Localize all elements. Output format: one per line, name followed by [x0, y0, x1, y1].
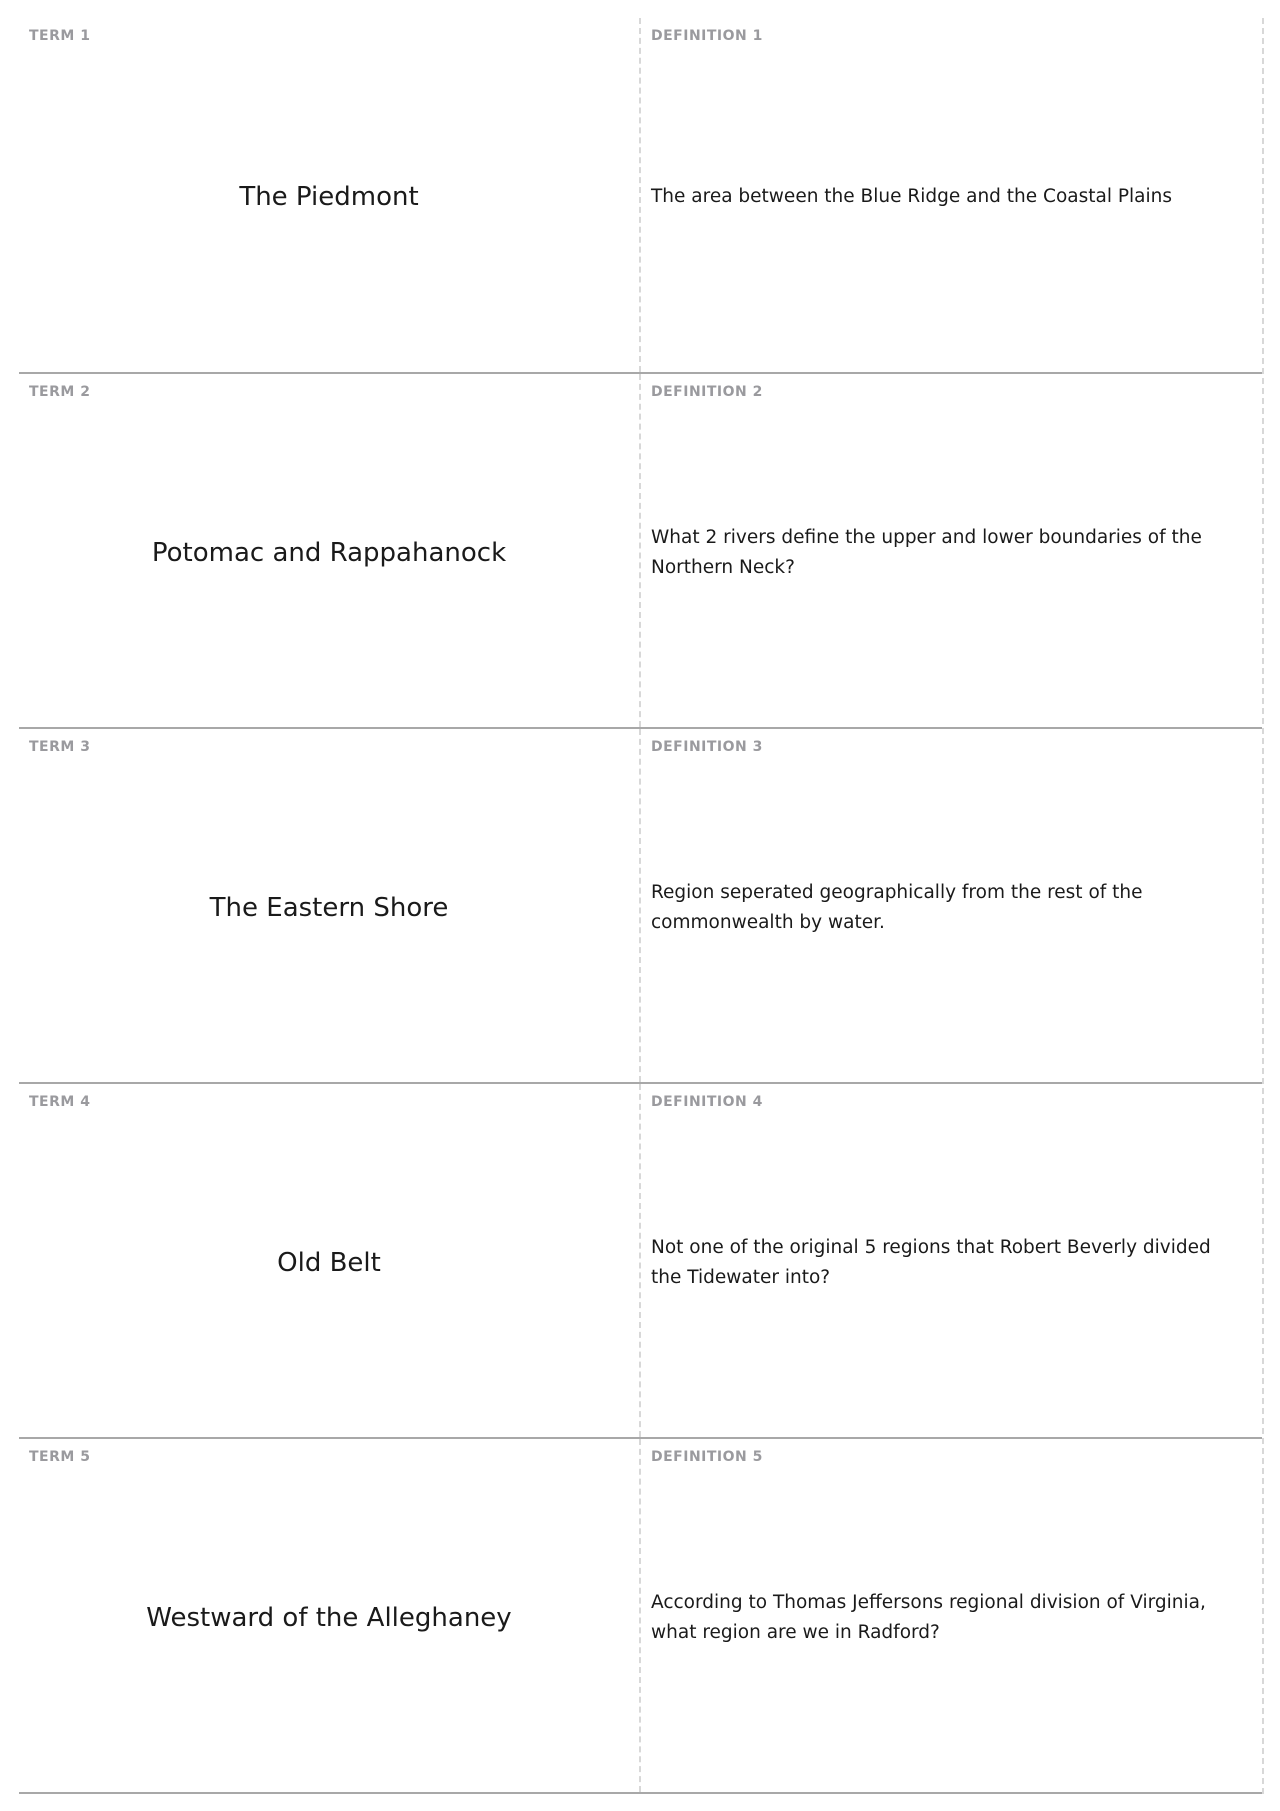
definition-label: DEFINITION 1: [651, 28, 763, 44]
definition-text: Region seperated geographically from the rest of the commonwealth by water.: [651, 881, 1143, 933]
definition-cell: [641, 1084, 1262, 1437]
term-cell: [19, 1439, 641, 1792]
definition-text: What 2 rivers define the upper and lower boundaries of the Northern Neck?: [651, 526, 1202, 578]
term-label: TERM 5: [29, 1449, 91, 1465]
term-cell: [19, 729, 641, 1082]
term-label: TERM 4: [29, 1094, 91, 1110]
term-text: Potomac and Rappahanock: [151, 537, 507, 568]
definition-label: DEFINITION 5: [651, 1449, 763, 1465]
term-text: Westward of the Alleghaney: [146, 1602, 512, 1633]
term-cell: [19, 374, 641, 727]
flashcard-row: [19, 729, 1262, 1084]
definition-text: Not one of the original 5 regions that Robert Beverly divided the Tidewater into?: [651, 1236, 1211, 1288]
term-cell: [19, 18, 641, 372]
term-text: Old Belt: [277, 1247, 381, 1278]
term-label: TERM 3: [29, 739, 91, 755]
flashcard-row: [19, 1084, 1262, 1439]
definition-cell: [641, 374, 1262, 727]
flashcard-row: [19, 374, 1262, 729]
term-cell: [19, 1084, 641, 1437]
term-label: TERM 1: [29, 28, 91, 44]
term-text: The Piedmont: [239, 182, 419, 212]
term-label: TERM 2: [29, 384, 91, 400]
definition-cell: [641, 18, 1262, 372]
flashcard-row: [19, 1439, 1262, 1794]
definition-text: According to Thomas Jeffersons regional division of Virginia, what region are we in Radford?: [651, 1591, 1206, 1643]
definition-label: DEFINITION 2: [651, 384, 763, 400]
definition-label: DEFINITION 3: [651, 739, 763, 755]
term-text: The Eastern Shore: [209, 892, 449, 923]
definition-cell: [641, 1439, 1262, 1792]
definition-text: The area between the Blue Ridge and the Coastal Plains: [651, 186, 1172, 207]
definition-cell: [641, 729, 1262, 1082]
flashcard-sheet: [19, 18, 1264, 1794]
definition-label: DEFINITION 4: [651, 1094, 763, 1110]
flashcard-row: [19, 18, 1262, 374]
